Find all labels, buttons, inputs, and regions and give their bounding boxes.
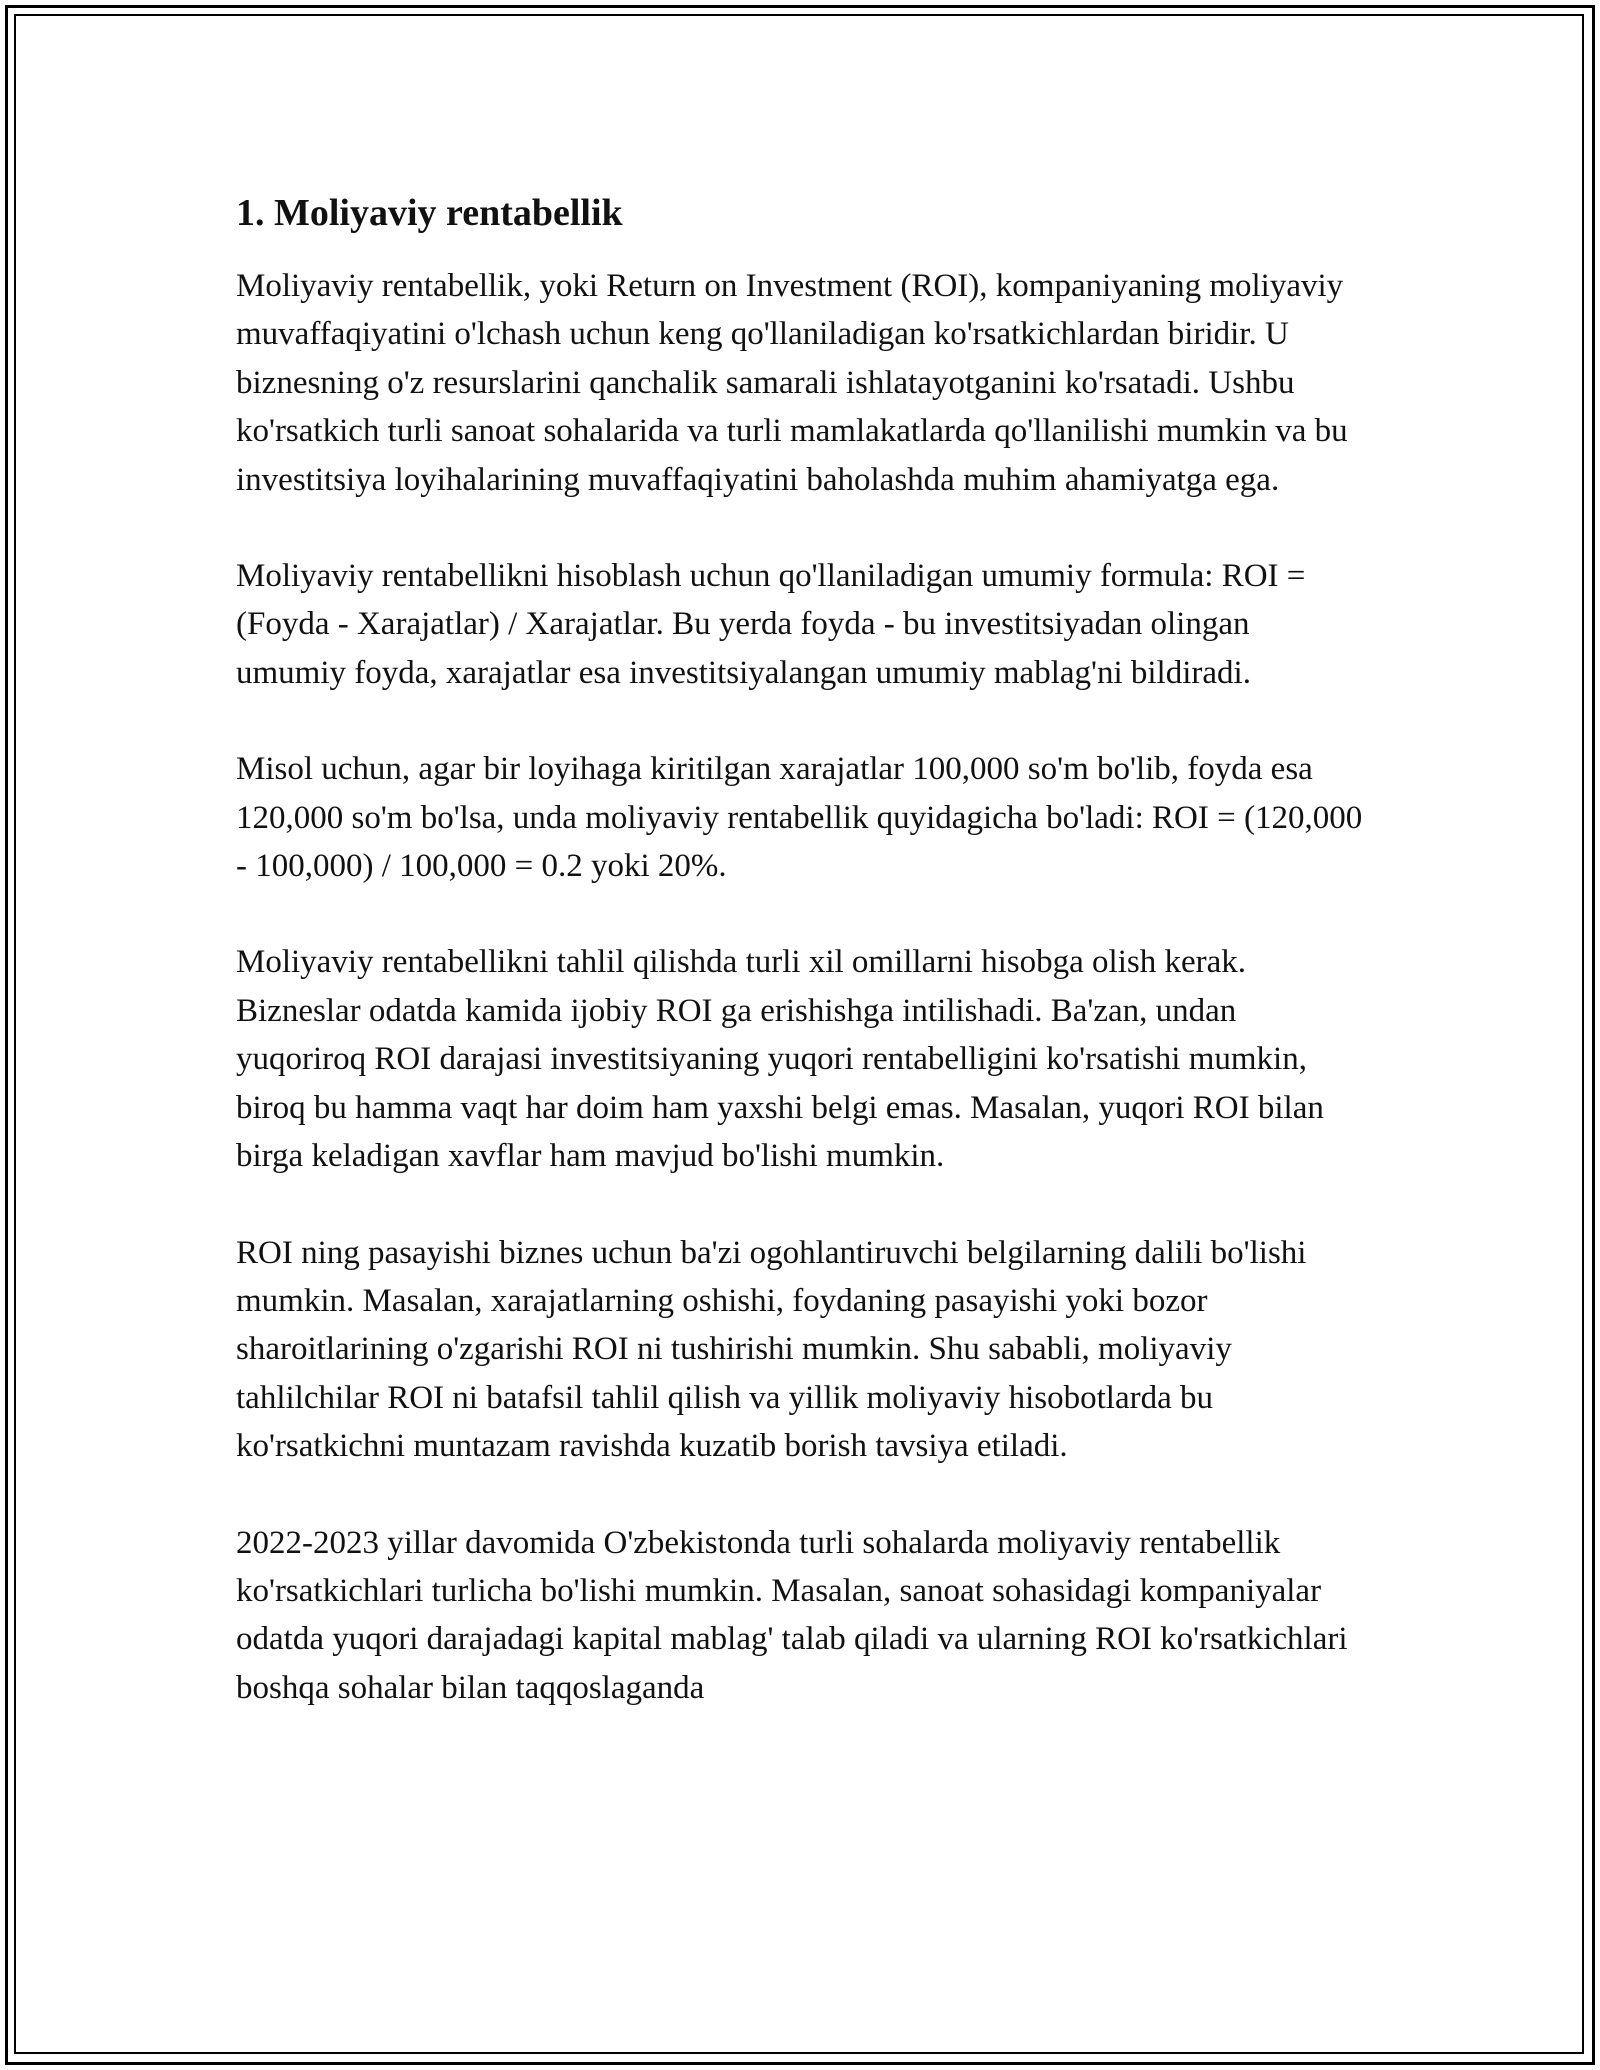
paragraph-roi-decline: ROI ning pasayishi biznes uchun ba'zi ogohlantiruvchi belgilarning dalili bo'lishi mumkin. Masalan, xarajatlarning oshishi, foydaning pasayishi yoki bozor sharoitlarining o'zgarishi ROI ni tushirishi mumkin. Shu sababli, moliyaviy tahlilchilar ROI ni batafsil tahlil qilish va yillik moliyaviy hisobotlarda bu ko'rsatkichni muntazam ravishda kuzatib borish tavsiya etiladi. xyxy=(236,1234,1307,1465)
document-body xyxy=(236,188,1366,1712)
paragraph-roi-formula: Moliyaviy rentabellikni hisoblash uchun qo'llaniladigan umumiy formula: ROI = (Foyda - Xarajatlar) / Xarajatlar. Bu yerda foyda - bu investitsiyadan olingan umumiy foyda, xarajatlar esa investitsiyalangan umumiy mablag'ni bildiradi. xyxy=(236,558,1306,691)
paragraph-uzbekistan-roi: 2022-2023 yillar davomida O'zbekistonda turli sohalarda moliyaviy rentabellik ko'rsatkichlari turlicha bo'lishi mumkin. Masalan, sanoat sohasidagi kompaniyalar odatda yuqori darajadagi kapital mablag' talab qiladi va ularning ROI ko'rsatkichlari boshqa sohalar bilan taqqoslaganda xyxy=(236,1524,1348,1706)
paragraph-roi-example: Misol uchun, agar bir loyihaga kiritilgan xarajatlar 100,000 so'm bo'lib, foyda esa 120,000 so'm bo'lsa, unda moliyaviy rentabellik quyidagicha bo'ladi: ROI = (120,000 - 100,000) / 100,000 = 0.2 yoki 20%. xyxy=(236,751,1363,885)
paragraph-roi-definition: Moliyaviy rentabellik, yoki Return on Investment (ROI), kompaniyaning moliyaviy muvaffaqiyatini o'lchash uchun keng qo'llaniladigan ko'rsatkichlardan biridir. U biznesning o'z resurslarini qanchalik samarali ishlatayotganini ko'rsatadi. Ushbu ko'rsatkich turli sanoat sohalarida va turli mamlakatlarda qo'llanilishi mumkin va bu investitsiya loyihalarining muvaffaqiyatini baholashda muhim ahamiyatga ega. xyxy=(236,268,1348,498)
paragraph-roi-analysis: Moliyaviy rentabellikni tahlil qilishda turli xil omillarni hisobga olish kerak. Bizneslar odatda kamida ijobiy ROI ga erishishga intilishadi. Ba'zan, undan yuqoriroq ROI darajasi investitsiyaning yuqori rentabelligini ko'rsatishi mumkin, biroq bu hamma vaqt har doim ham yaxshi belgi emas. Masalan, yuqori ROI bilan birga keladigan xavflar ham mavjud bo'lishi mumkin. xyxy=(236,944,1324,1175)
section-heading: 1. Moliyaviy rentabellik xyxy=(236,192,623,234)
